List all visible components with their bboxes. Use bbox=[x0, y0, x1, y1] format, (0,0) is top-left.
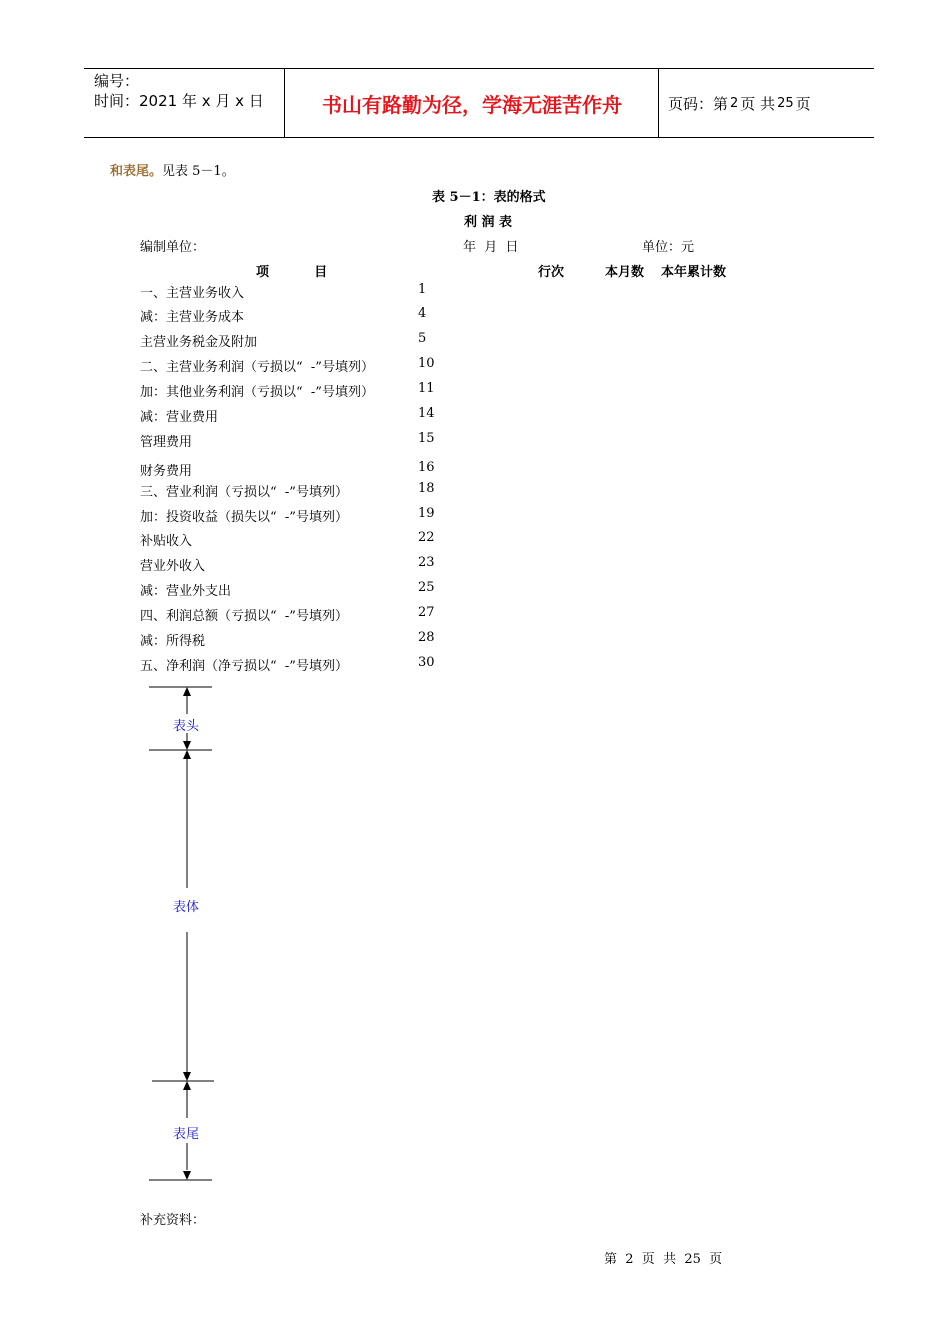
row-line: 18 bbox=[418, 481, 435, 496]
arrow-down-icon bbox=[183, 1171, 191, 1180]
arrow-up-icon bbox=[183, 687, 191, 696]
unit-label: 单位：元 bbox=[642, 240, 695, 255]
arrow-down-icon bbox=[183, 1072, 191, 1081]
statement-title: 利 润 表 bbox=[464, 215, 513, 230]
row-label: 加：投资收益（损失以“ -”号填列） bbox=[140, 510, 348, 525]
row-label: 减：营业外支出 bbox=[140, 584, 232, 599]
row-line: 10 bbox=[418, 356, 435, 371]
row-label: 减：主营业务成本 bbox=[140, 310, 245, 325]
page-current: 2 bbox=[730, 95, 739, 111]
row-label: 二、主营业务利润（亏损以“ -”号填列） bbox=[140, 360, 374, 375]
row-label: 四、利润总额（亏损以“ -”号填列） bbox=[140, 609, 348, 624]
table-caption: 表 5－1：表的格式 bbox=[432, 190, 546, 205]
row-line: 1 bbox=[418, 282, 427, 297]
row-label: 减：所得税 bbox=[140, 634, 206, 649]
time-label: 时间：2021 年 x 月 x 日 bbox=[94, 92, 264, 110]
supplement-label: 补充资料： bbox=[140, 1213, 206, 1228]
date-fields: 年 月 日 bbox=[463, 240, 519, 255]
column-ytd: 本年累计数 bbox=[661, 265, 727, 280]
arrow-down-icon bbox=[183, 741, 191, 750]
page-prefix: 页码：第 bbox=[668, 94, 729, 113]
row-label: 补贴收入 bbox=[140, 534, 193, 549]
row-line: 22 bbox=[418, 530, 435, 545]
row-line: 30 bbox=[418, 655, 435, 670]
row-line: 15 bbox=[418, 431, 435, 446]
row-label: 管理费用 bbox=[140, 435, 193, 450]
row-label: 财务费用 bbox=[140, 464, 193, 479]
column-line: 行次 bbox=[538, 265, 565, 280]
page-mid: 页 共 bbox=[740, 94, 776, 113]
prepared-by-label: 编制单位： bbox=[140, 240, 206, 255]
row-line: 23 bbox=[418, 555, 435, 570]
page-total: 25 bbox=[777, 95, 794, 111]
number-label: 编号： bbox=[94, 72, 140, 90]
intro-bold: 和表尾。 bbox=[110, 164, 163, 179]
row-line: 16 bbox=[418, 460, 435, 475]
annotation-head: 表头 bbox=[173, 719, 200, 734]
row-line: 25 bbox=[418, 580, 435, 595]
page-suffix: 页 bbox=[795, 94, 811, 113]
row-line: 19 bbox=[418, 506, 435, 521]
row-line: 5 bbox=[418, 331, 427, 346]
arrow-up-icon bbox=[183, 750, 191, 759]
annotation-body: 表体 bbox=[173, 900, 200, 915]
row-label: 五、净利润（净亏损以“ -”号填列） bbox=[140, 659, 348, 674]
row-line: 4 bbox=[418, 306, 427, 321]
row-line: 14 bbox=[418, 406, 435, 421]
arrow-up-icon bbox=[183, 1081, 191, 1090]
row-label: 一、主营业务收入 bbox=[140, 286, 245, 301]
row-label: 加：其他业务利润（亏损以“ -”号填列） bbox=[140, 385, 374, 400]
row-label: 主营业务税金及附加 bbox=[140, 335, 258, 350]
annotation-tail: 表尾 bbox=[173, 1127, 200, 1142]
row-line: 28 bbox=[418, 630, 435, 645]
row-label: 三、营业利润（亏损以“ -”号填列） bbox=[140, 485, 348, 500]
column-item: 项 目 bbox=[256, 265, 328, 280]
page-footer: 第 2 页 共 25 页 bbox=[604, 1252, 723, 1267]
row-line: 27 bbox=[418, 605, 435, 620]
header-motto: 书山有路勤为径，学海无涯苦作舟 bbox=[322, 92, 622, 117]
row-label: 营业外收入 bbox=[140, 559, 206, 574]
row-label: 减：营业费用 bbox=[140, 410, 219, 425]
column-month: 本月数 bbox=[605, 265, 645, 280]
intro-rest: 见表 5－1。 bbox=[162, 164, 235, 179]
row-line: 11 bbox=[418, 381, 435, 396]
